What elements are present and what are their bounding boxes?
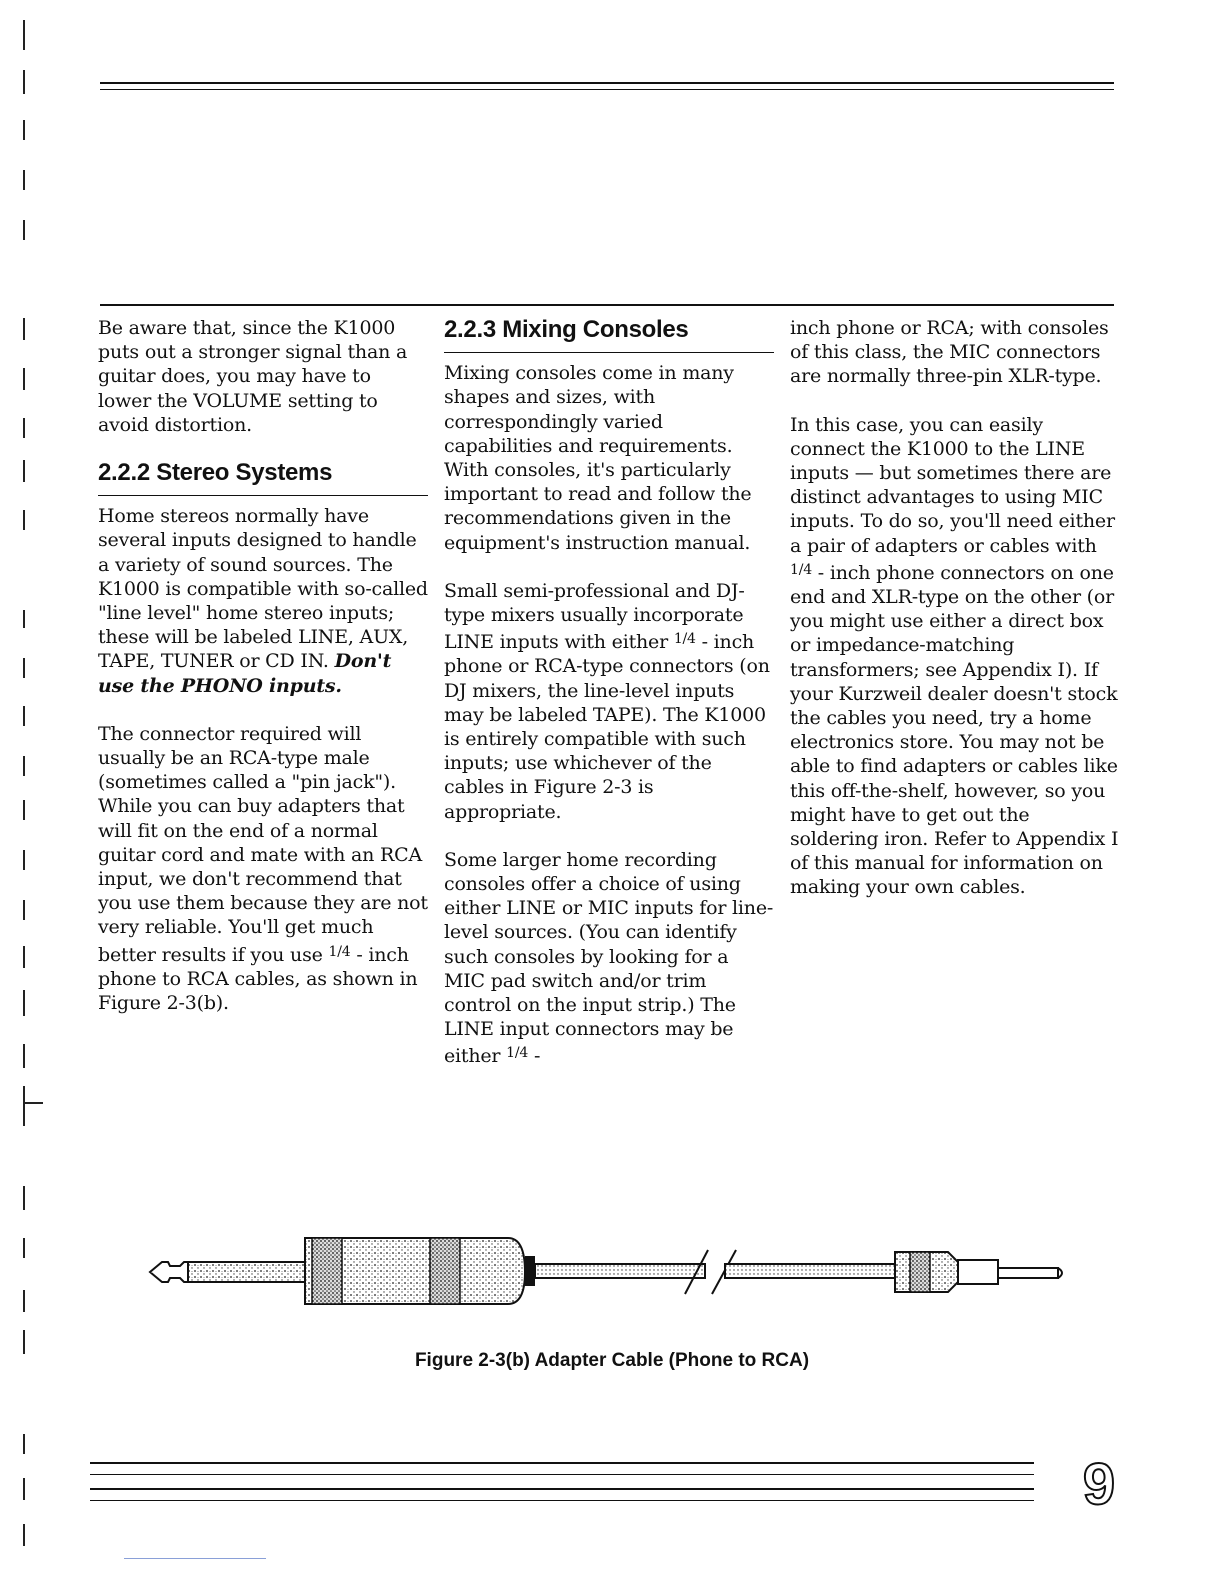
column-2 [444, 316, 774, 1093]
header-rule-bottom [100, 89, 1114, 90]
column-3 [790, 316, 1120, 924]
footer-rule-1 [90, 1462, 1034, 1464]
stereo-paragraph [98, 504, 428, 698]
recording-text-b: - [533, 1045, 541, 1068]
mixing-paragraph: Mixing consoles come in many shapes and sizes, with correspondingly varied capabilities and requirements. With consoles, it's particularly important to read and follow the recommendations given in the equipment's instruction manual. [444, 362, 752, 554]
cable [535, 1250, 895, 1294]
section-rule [100, 304, 1114, 306]
recording-text-a: Some larger home recording consoles offer a choice of using either LINE or MIC inputs for line-level sources. (You can identify such consoles by looking for a MIC pad switch and/or trim control on the input strip.) The LINE input connectors may be either [444, 848, 774, 1068]
intro-paragraph: Be aware that, since the K1000 puts out a stronger signal than a guitar does, you may have to lower the VOLUME setting to avoid distortion. [98, 317, 408, 436]
footer-rule-2 [90, 1474, 1034, 1475]
phone-plug [150, 1238, 535, 1304]
heading-mixing-consoles: 2.2.3 Mixing Consoles [444, 318, 774, 353]
page-number-text: 9 [1082, 1452, 1116, 1517]
rca-plug [895, 1252, 1062, 1292]
header-rule-top [100, 82, 1114, 84]
adapter-cable-illustration [140, 1228, 1080, 1312]
mic-inputs-paragraph [790, 413, 1120, 900]
fraction: 1/4 [506, 1045, 529, 1062]
fraction: 1/4 [673, 631, 696, 648]
dj-text-a: Small semi-professional and DJ-type mixers usually incorporate LINE inputs with either [444, 579, 745, 654]
footer-rule-3 [90, 1488, 1034, 1490]
stereo-paragraph-text: Home stereos normally have several inputs designed to handle a variety of sound sources. The K1000 is compatible with so-called "line level" home stereo inputs; these will be labeled LINE, AUX, TAPE, TUNER or CD IN. [98, 505, 428, 673]
connector-text-b: - inch phone to RCA cables, as shown in Figure 2-3(b). [98, 943, 418, 1015]
connector-text-a: The connector required will usually be an RCA-type male (sometimes called a "pin jack"). While you can buy adapters that will fit on the end of a normal guitar cord and mate with an RCA input, we don't recommend that you use them because they are not very reliable. You'll get much better results if you use [98, 722, 428, 966]
fraction: 1/4 [790, 561, 812, 578]
dj-text-b: - inch phone or RCA-type connectors (on DJ mixers, the line-level inputs may be labeled TAPE). The K1000 is entirely compatible with such inputs; use whichever of the cables in Figure 2-3 is appropriate. [444, 631, 770, 823]
dj-mixers-paragraph [444, 579, 774, 824]
scan-mark [124, 1558, 266, 1559]
mic-text-b: - inch phone connectors on one end and XLR-type on the other (or you might use either a direct box or impedance-matching transformers; see Appendix I). If your Kurzweil dealer doesn't stock the cables you need, try a home electronics store. You may not be able to find adapters or cables like this off-the-shelf, however, so you might have to get out the soldering iron. Refer to Appendix I of this manual for information on making your own cables. [790, 561, 1119, 899]
heading-stereo-systems: 2.2.2 Stereo Systems [98, 461, 428, 496]
connector-paragraph [98, 722, 428, 1015]
fraction: 1/4 [328, 943, 351, 960]
mic-text-a: In this case, you can easily connect the K1000 to the LINE inputs — but sometimes there are distinct advantages to using MIC inputs. To do so, you'll need either a pair of adapters or cables with [790, 413, 1115, 557]
recording-consoles-paragraph [444, 848, 774, 1069]
footer-rule-4 [90, 1500, 1034, 1501]
xlr-paragraph: inch phone or RCA; with consoles of this class, the MIC connectors are normally three-pin XLR-type. [790, 317, 1109, 388]
column-1 [98, 316, 428, 1039]
page-number [1074, 1448, 1124, 1518]
phono-warning: Don't use the PHONO inputs. [98, 650, 392, 697]
figure-caption: Figure 2-3(b) Adapter Cable (Phone to RCA) [414, 1350, 810, 1371]
